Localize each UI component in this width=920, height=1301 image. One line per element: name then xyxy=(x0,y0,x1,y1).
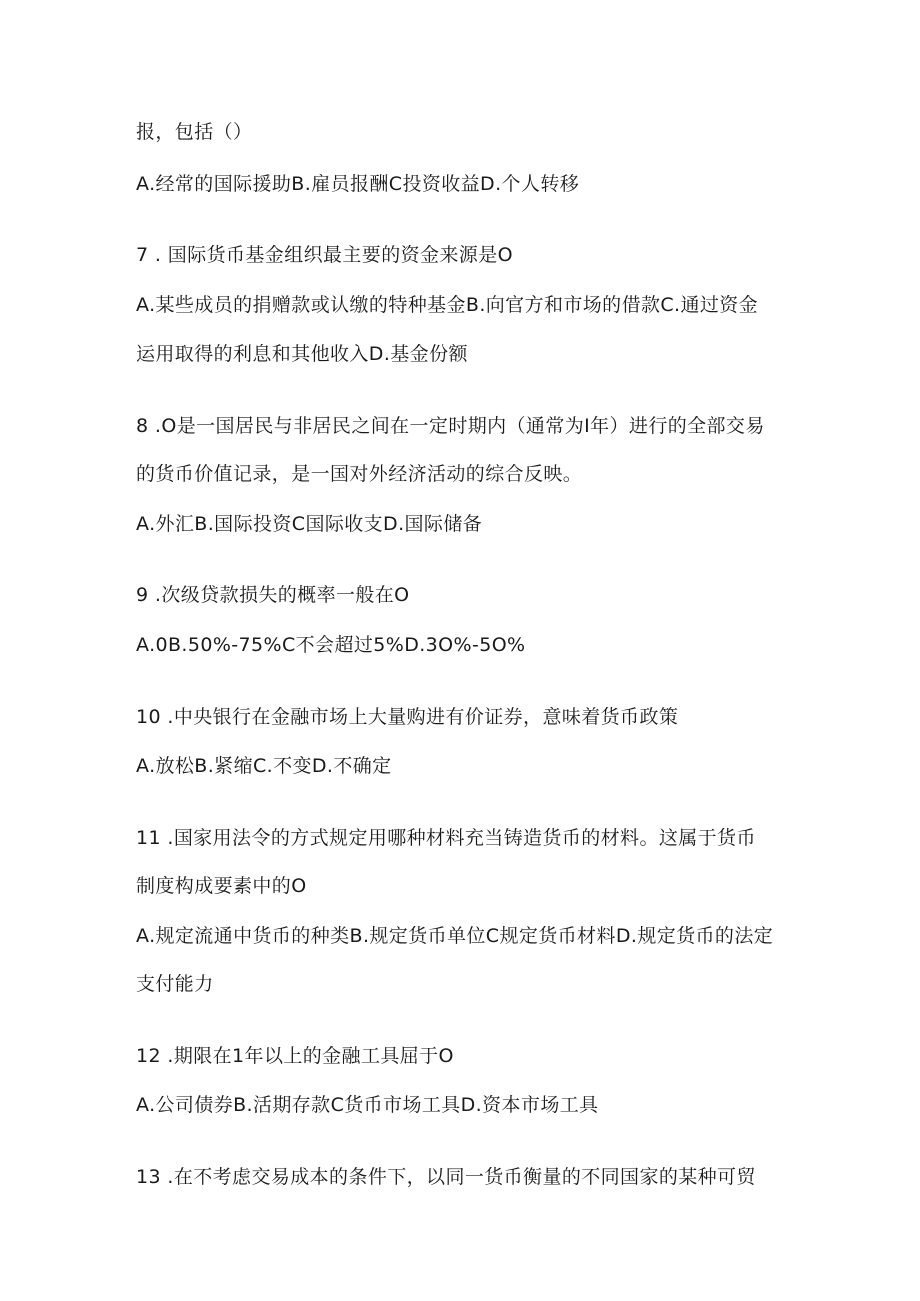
question-11-options-line-2: 支付能力 xyxy=(136,973,214,995)
question-11-stem-line-1: 11 .国家用法令的方式规定用哪种材料充当铸造货币的材料。这属于货币 xyxy=(136,827,756,849)
question-13-stem-line-1: 13 .在不考虑交易成本的条件下，以同一货币衡量的不同国家的某种可贸 xyxy=(136,1166,756,1188)
question-11-stem-line-2: 制度构成要素中的O xyxy=(136,875,307,897)
question-6-stem-end: 报，包括（） xyxy=(136,121,253,143)
question-7-options-line-1: A.某些成员的捐赠款或认缴的特种基金B.向官方和市场的借款C.通过资金 xyxy=(136,294,759,316)
question-12-stem: 12 .期限在1年以上的金融工具屈于O xyxy=(136,1045,454,1067)
question-10-options: A.放松B.紧缩C.不变D.不确定 xyxy=(136,755,392,777)
question-11-options-line-1: A.规定流通中货币的种类B.规定货币单位C规定货币材料D.规定货币的法定 xyxy=(136,925,774,947)
question-9-stem: 9 .次级贷款损失的概率一般在O xyxy=(136,584,410,606)
question-8-stem-line-2: 的货币价值记录，是一国对外经济活动的综合反映。 xyxy=(136,463,583,485)
question-12-options: A.公司债券B.活期存款C货币市场工具D.资本市场工具 xyxy=(136,1094,599,1116)
question-7-options-line-2: 运用取得的利息和其他收入D.基金份额 xyxy=(136,343,468,365)
question-7-stem: 7 . 国际货币基金组织最主要的资金来源是O xyxy=(136,244,513,266)
question-8-options: A.外汇B.国际投资C国际收支D.国际储备 xyxy=(136,513,483,535)
question-9-options: A.0B.50%-75%C不会超过5%D.3O%-5O% xyxy=(136,634,526,656)
question-6-options: A.经常的国际援助B.雇员报酬C投资收益D.个人转移 xyxy=(136,173,580,195)
question-8-stem-line-1: 8 .O是一国居民与非居民之间在一定时期内（通常为I年）进行的全部交易 xyxy=(136,415,765,437)
question-10-stem: 10 .中央银行在金融市场上大量购进有价证券，意味着货币政策 xyxy=(136,706,679,728)
